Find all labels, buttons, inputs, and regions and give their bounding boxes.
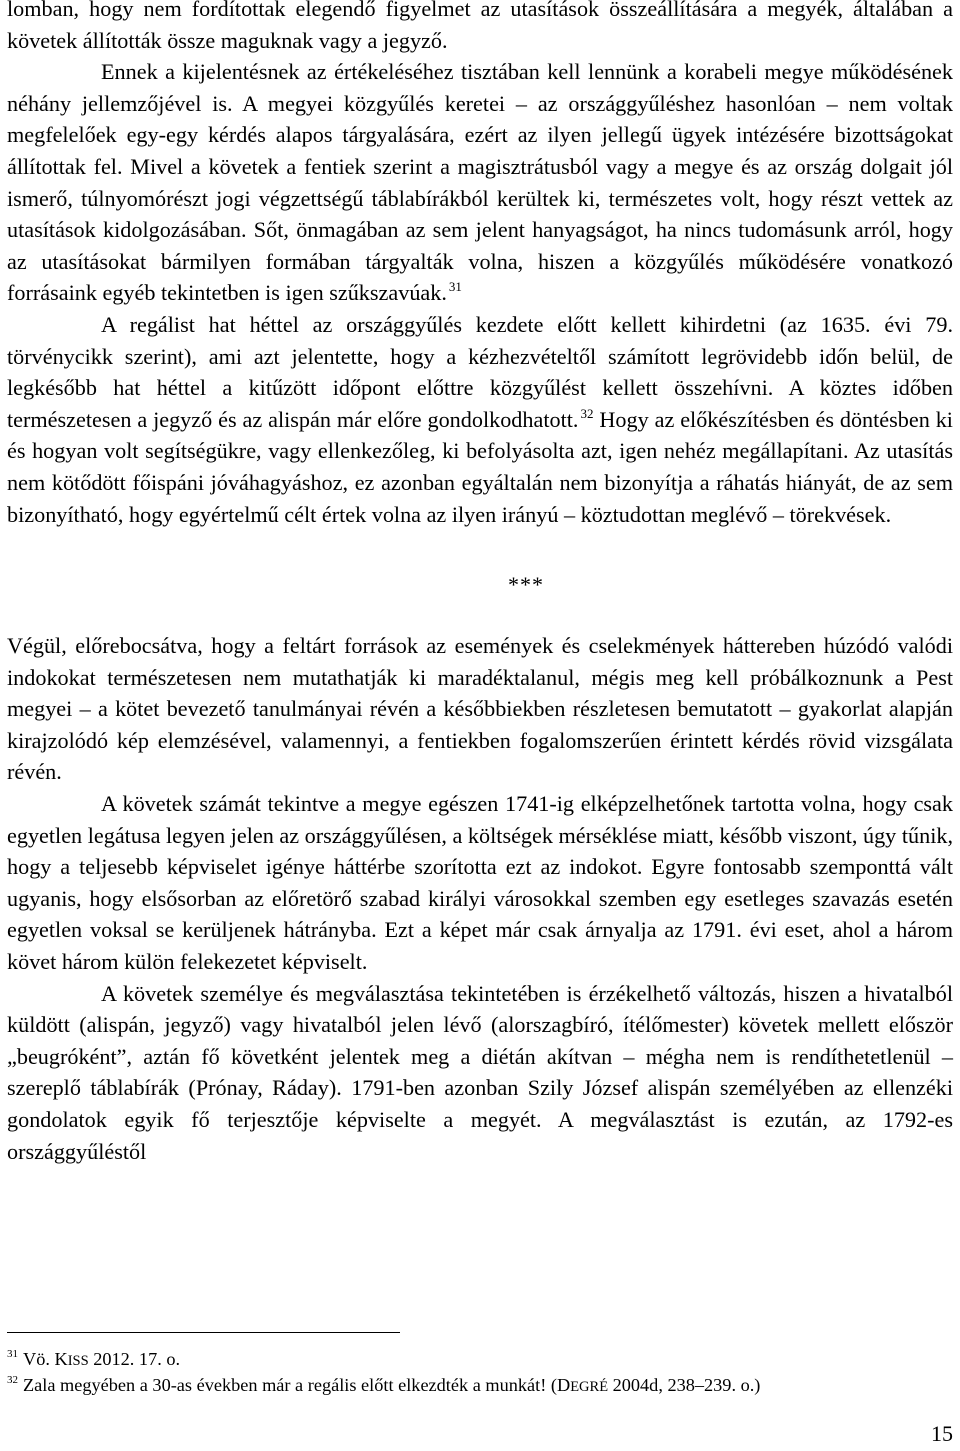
footnote-text: Vö. K [23,1349,68,1369]
paragraph-4 [7,630,953,788]
footnote-text: 2004d, 238–239. o.) [608,1375,761,1395]
footnote-number: 31 [7,1348,18,1360]
section-separator: *** [508,572,544,598]
footnote-author-smallcaps: ISS [67,1353,89,1369]
paragraph-6-text: A követek személye és megválasztása tekintetében is érzékelhető változás, hiszen a hivatalból küldött (alispán, jegyző) vagy hivatalból jelen lévő (alorszagbíró, ítélőmester) követek mellett először „beugróként”, aztán fő követként jelentek meg a diétán akítvan – mégha nem is rendíthetetlenül – szereplő táblabírák (Prónay, Ráday). 1791-ben azonban Szily József alispán személyében az ellenzéki gondolatok egyik fő terjesztője képviselte a megyét. A megválasztást is ezután, az 1792-es országgyűléstől [7,980,953,1164]
footnotes [7,1347,953,1399]
page-number: 15 [931,1421,953,1446]
paragraph-4-text: Végül, előrebocsátva, hogy a feltárt források az események és cselekmények háttereben húzódó valódi indokokat természetesen nem mutathatják ki maradéktalanul, mégis meg kell próbálkoznunk a Pest megyei – a kötet bevezető tanulmányai révén a későbbiekben részletesen bemutatott – gyakorlat alapján kirajzolódó kép elemzésével, valamennyi, a fentiekben fogalomszerűen érintett kérdés rövid vizsgálata révén. [7,633,953,785]
paragraph-1-text: lomban, hogy nem fordítottak elegendő figyelmet az utasítások összeállítására a megyék, általában a követek állították össze maguknak vagy a jegyző. [7,0,953,53]
footnote-ref-31[interactable]: 31 [448,279,462,295]
footnote-text: Zala megyében a 30-as években már a regális előtt elkezdték a munkát! (D [23,1375,571,1395]
paragraph-5-text: A követek számát tekintve a megye egészen 1741-ig elképzelhetőnek tartotta volna, hogy csak egyetlen legátusa legyen jelen az országgyűlésen, a költségek mérséklése miatt, később viszont, úgy tűnik, hogy a teljesebb képviselet igénye háttérbe szorította ezt az indokot. Egyre fontosabb szemponttá vált ugyanis, hogy elsősorban az előretörő szabad királyi városokkal szemben egy esetleges szavazás esetén egyetlen voksal se kerüljenek hátrányba. Ezt a képet már csak árnyalja az 1791. évi eset, ahol a három követ három külön felekezetet képviselt. [7,791,953,975]
footnote-number: 32 [7,1374,18,1386]
footnote-31 [7,1347,953,1373]
paragraph-5 [7,788,953,978]
paragraph-6 [7,978,953,1168]
footnote-author-smallcaps: EGRÉ [570,1379,609,1395]
footnote-32 [7,1373,953,1399]
footnote-ref-32[interactable]: 32 [580,405,594,421]
paragraph-2 [7,56,953,309]
paragraph-3-text-a: A regálist hat héttel az országgyűlés kezdete előtt kellett kihirdetni (az 1635. évi 79. törvénycikk szerint), ami azt jelentette, hogy a kézhezvételtől számított legrövidebb időn belül, de legkésőbb hat héttel a kitűzött időpont előttre közgyűlést kellett összehívni. A köztes időben természetesen a jegyző és az alispán már előre gondolkodhatott. [7,311,953,432]
footnote-divider [7,1332,400,1333]
paragraph-3-text-b: Hogy az előkészítésben és döntésben ki és hogyan volt segítségükre, vagy ellenkezőleg, ki befolyásolta azt, igen nehéz megállapítani. Az utasítás nem kötődött főispáni jóváhagyáshoz, ez azonban egyáltalán nem bizonyítja a ráhatás hiányát, de az sem bizonyítható, hogy egyértelmű célt értek volna az ilyen irányú – köztudottan meglévő – törekvések. [7,406,953,527]
footnote-text: 2012. 17. o. [88,1349,181,1369]
page-body [7,0,953,1167]
paragraph-2-text: Ennek a kijelentésnek az értékeléséhez tisztában kell lennünk a korabeli megye működésének néhány jellemzőjével is. A megyei közgyűlés keretei – az országgyűléshez hasonlóan – nem voltak megfelelőek egy-egy kérdés alapos tárgyalására, ezért az ilyen jellegű ügyek intézésére bizottságokat állítottak fel. Mivel a követek a fentiek szerint a magisztrátusból vagy a megye és az ország dolgait jól ismerő, túlnyomórészt jogi végzettségű táblabírákból kerültek ki, természetes volt, hogy részt vettek az utasítások kidolgozásában. Sőt, önmagában az sem jelent hanyagságot, ha nincs tudomásunk arról, hogy az utasításokat bármilyen formában tárgyalták volna, hiszen a közgyűlés működésére vonatkozó forrásaink egyéb tekintetben is igen szűkszavúak. [7,59,953,306]
paragraph-3 [7,309,953,530]
paragraph-1 [7,0,953,56]
